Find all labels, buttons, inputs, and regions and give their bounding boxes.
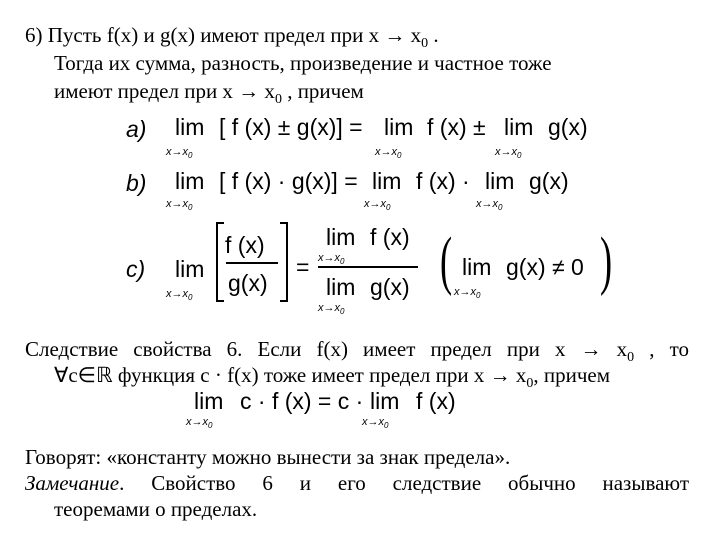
under-text: x→x xyxy=(362,416,384,428)
corollary-line-2-text: ∀c∈ℝ функция c · f(x) тоже имеет предел при x → x xyxy=(54,363,527,387)
under-text: x→x xyxy=(166,198,188,210)
property-6-line-1-end: . xyxy=(428,23,439,47)
under-text: x→x xyxy=(186,416,208,428)
left-square-bracket xyxy=(216,222,224,302)
under-text: x→x xyxy=(318,302,340,314)
x0-subscript: 0 xyxy=(274,92,282,108)
under-text: x→x xyxy=(166,288,188,300)
x0-subscript: 0 xyxy=(421,36,429,52)
remark-text-1: . Свойство 6 и его следствие обычно называют xyxy=(119,471,689,495)
formula-c-rnum: f (x) xyxy=(370,224,410,250)
formula-b-under-3 xyxy=(476,198,502,212)
under-text: x→x xyxy=(318,252,340,264)
formula-c-rnum-under xyxy=(318,252,344,266)
formula-a-label: a) xyxy=(126,116,147,142)
formula-b-label: b) xyxy=(126,170,147,196)
formula-c-cond: g(x) ≠ 0 xyxy=(506,254,584,280)
saying-text: Говорят: «константу можно вынести за знак предела». xyxy=(25,445,511,469)
corollary-under-1 xyxy=(186,416,212,430)
under-text: x→x xyxy=(364,198,386,210)
formula-a-left: [ f (x) ± g(x)] = xyxy=(219,114,363,140)
formula-b-right: g(x) xyxy=(529,168,569,194)
right-square-bracket xyxy=(280,222,288,302)
under-sub: 0 xyxy=(397,151,402,161)
under-text: x→x xyxy=(476,198,498,210)
corollary-under-2 xyxy=(362,416,388,430)
corollary-mid: c · f (x) = c · xyxy=(240,388,364,414)
formula-c-equals: = xyxy=(296,254,310,280)
formula-c-cond-lim: lim xyxy=(462,254,492,280)
remark-line-2: теоремами о пределах. xyxy=(54,497,258,521)
property-6-line-3-end: , причем xyxy=(281,79,364,103)
under-sub: 0 xyxy=(340,257,345,267)
under-sub: 0 xyxy=(188,151,193,161)
left-paren: ( xyxy=(440,224,453,297)
under-text: x→x xyxy=(495,146,517,158)
right-paren: ) xyxy=(600,224,613,297)
formula-c-under xyxy=(166,288,192,302)
formula-b-left: [ f (x) · g(x)] = xyxy=(219,168,358,194)
formula-a-under-1 xyxy=(166,146,192,160)
formula-b-lim-2: lim xyxy=(372,168,402,194)
under-text: x→x xyxy=(454,286,476,298)
corollary-line-1-text: Следствие свойства 6. Если f(x) имеет предел при x → x xyxy=(25,337,628,361)
formula-a-right: g(x) xyxy=(548,114,588,140)
property-6-line-1-text: 6) Пусть f(x) и g(x) имеют предел при x → x xyxy=(25,23,422,47)
formula-c-denominator: g(x) xyxy=(228,270,268,296)
formula-a-under-3 xyxy=(495,146,521,160)
formula-b-mid: f (x) · xyxy=(416,168,470,194)
formula-a-lim-2: lim xyxy=(384,114,414,140)
corollary-line-1-end: , то xyxy=(634,337,689,361)
under-text: x→x xyxy=(375,146,397,158)
formula-c-label: c) xyxy=(126,256,146,282)
under-sub: 0 xyxy=(476,291,481,301)
property-6-line-3-text: имеют предел при x → x xyxy=(54,79,275,103)
formula-c-lim: lim xyxy=(175,256,205,282)
corollary-lim-2: lim xyxy=(370,388,400,414)
property-6-line-2: Тогда их сумма, разность, произведение и частное тоже xyxy=(54,51,552,75)
formula-a-lim-1: lim xyxy=(175,114,205,140)
under-sub: 0 xyxy=(384,421,389,431)
under-text: x→x xyxy=(166,146,188,158)
corollary-end: f (x) xyxy=(416,388,456,414)
x0-subscript: 0 xyxy=(627,350,635,366)
under-sub: 0 xyxy=(208,421,213,431)
under-sub: 0 xyxy=(188,203,193,213)
under-sub: 0 xyxy=(386,203,391,213)
formula-b-lim-3: lim xyxy=(485,168,515,194)
property-6-line-3 xyxy=(54,78,364,113)
under-sub: 0 xyxy=(498,203,503,213)
formula-b-under-1 xyxy=(166,198,192,212)
formula-c-rden-lim: lim xyxy=(326,274,356,300)
corollary-line-2-end: , причем xyxy=(533,363,610,387)
fraction-bar xyxy=(226,262,278,264)
under-sub: 0 xyxy=(340,307,345,317)
fraction-bar xyxy=(318,266,418,268)
formula-a-mid: f (x) ± xyxy=(427,114,486,140)
formula-c-rden-under xyxy=(318,302,344,316)
formula-c-rden: g(x) xyxy=(370,274,410,300)
x0-subscript: 0 xyxy=(526,376,534,392)
formula-a-lim-3: lim xyxy=(504,114,534,140)
under-sub: 0 xyxy=(188,293,193,303)
remark-label: Замечание xyxy=(25,471,120,495)
formula-a-under-2 xyxy=(375,146,401,160)
remark-line-1 xyxy=(25,470,689,496)
formula-b-lim-1: lim xyxy=(175,168,205,194)
corollary-lim-1: lim xyxy=(194,388,224,414)
formula-c-rnum-lim: lim xyxy=(326,224,356,250)
under-sub: 0 xyxy=(517,151,522,161)
formula-c-cond-under xyxy=(454,286,480,300)
formula-b-under-2 xyxy=(364,198,390,212)
formula-c-numerator: f (x) xyxy=(225,232,265,258)
